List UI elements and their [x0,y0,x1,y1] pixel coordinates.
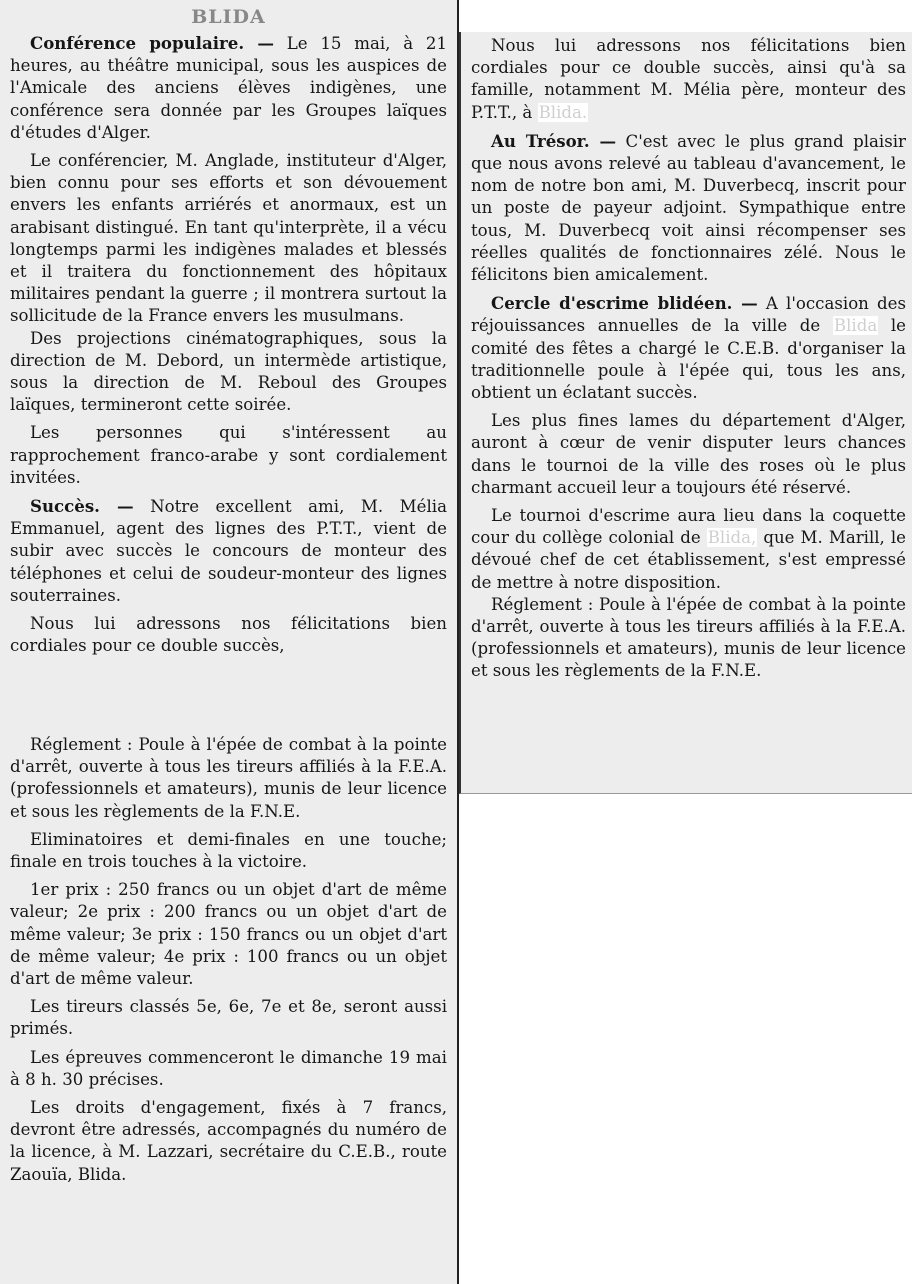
paragraph-invitation: Les personnes qui s'intéressent au rapprochement franco-arabe y sont cordialement invitées. [10,423,447,487]
paragraph-reglement: Réglement : Poule à l'épée de combat à la pointe d'arrêt, ouverte à tous les tireurs affiliés à la F.E.A. (professionnels et amateurs), munis de leur licence et sous les règlements de la F.N.E. [10,735,447,821]
paragraph-felicitations-suite [471,35,906,124]
paragraph-tresor [471,130,906,286]
highlighted-word: Blida, [707,528,757,548]
paragraph-text: Le 15 mai, à 21 heures, au théâtre municipal, sous les auspices de l'Amicale des anciens élèves indigènes, une conférence sera donnée par les Groupes laïques d'études d'Alger. [10,34,448,142]
paragraph-text: le comité des fêtes a chargé le C.E.B. d'organiser la traditionnelle poule à l'épée qui, tous les ans, obtient un éclatant succès. [471,316,907,403]
runin-title: Au Trésor. — [491,130,617,151]
paragraph-text: A l'occasion des réjouissances annuelles de la ville de [471,294,906,336]
paragraph-tireurs: Les tireurs classés 5e, 6e, 7e et 8e, seront aussi primés. [10,997,447,1039]
runin-title: Succès. — [30,496,134,517]
paragraph-eliminatoires: Eliminatoires et demi-finales en une touche; finale en trois touches à la victoire. [10,829,447,872]
paragraph-conference [10,32,447,144]
paragraph-text: Nous lui adressons nos félicitations bien cordiales pour ce double succès, ainsi qu'à sa famille, notamment M. Mélia père, monteur des P.T.T., à [471,36,906,122]
paragraph-text: C'est avec le plus grand plaisir que nous avons relevé au tableau d'avancement, le nom de notre bon ami, M. Duverbecq, inscrit pour un poste de payeur adjoint. Sympathique entre tous, M. Duverbecq voit ainsi récompenser ses réelles qualités de fonctionnaires zélé. Nous le félicitons bien amicalement. [471,131,906,285]
clipping-left-bottom [0,733,459,1284]
paragraph-fines-lames: Les plus fines lames du département d'Alger, auront à cœur de venir disputer leurs chances dans le tournoi de la ville des roses où le plus charmant accueil leur a toujours été réservé. [471,411,906,497]
article-column [0,0,457,657]
paragraph-projections: Des projections cinématographiques, sous la direction de M. Debord, un intermède artistique, sous la direction de M. Reboul des Groupes laïques, termineront cette soirée. [10,328,447,415]
paragraph-text: Notre excellent ami, M. Mélia Emmanuel, agent des lignes des P.T.T., vient de subir avec succès le concours de monteur des téléphones et celui de soudeur-monteur des lignes souterraines. [10,497,447,605]
paragraph-reglement: Réglement : Poule à l'épée de combat à la pointe d'arrêt, ouverte à tous les tireurs affiliés à la F.E.A. (professionnels et amateurs), munis de leur licence et sous les règlements de la F.N.E. [471,594,906,681]
paragraph-prix: 1er prix : 250 francs ou un objet d'art de même valeur; 2e prix : 200 francs ou un objet d'art de même valeur; 3e prix : 150 francs ou un objet d'art de même valeur; 4e prix : 100 francs ou un objet d'art de même valeur. [10,880,447,989]
paragraph-cercle-escrime [471,292,906,404]
paragraph-droits: Les droits d'engagement, fixés à 7 francs, devront être adressés, accompagnés du numéro de la licence, à M. Lazzari, secrétaire du C.E.B., route Zaouïa, Blida. [10,1098,447,1184]
paragraph-conferencier: Le conférencier, M. Anglade, instituteur d'Alger, bien connu pour ses efforts et son dévouement envers les enfants arriérés et anormaux, est un arabisant distingué. En tant qu'interprète, il a vécu longtemps parmi les indigènes malades et blessés et il traitera du fonctionnement des hôpitaux militaires pendant la guerre ; il montrera surtout la sollicitude de la France envers les musulmans. [10,151,447,326]
paragraph-epreuves: Les épreuves commenceront le dimanche 19 mai à 8 h. 30 précises. [10,1047,447,1089]
highlighted-word: Blida [833,316,878,336]
paragraph-felicitations: Nous lui adressons nos félicitations bien cordiales pour ce double succès, [10,614,447,656]
highlighted-word: Blida. [538,102,588,122]
clipping-right [459,32,912,794]
paragraph-tournoi [471,505,906,594]
article-column [0,733,457,1186]
paragraph-succes [10,495,447,607]
runin-title: Conférence populaire. — [30,33,274,53]
paragraph-text: que M. Marill, le dévoué chef de cet établissement, s'est empressé de mettre à notre disposition. [471,528,906,592]
paragraph-text: Le tournoi d'escrime aura lieu dans la coquette cour du collège colonial de [471,506,906,548]
clipping-left-top [0,0,459,733]
section-heading: BLIDA [191,6,266,28]
runin-title: Cercle d'escrime blidéen. — [491,293,758,314]
article-column [461,32,912,683]
